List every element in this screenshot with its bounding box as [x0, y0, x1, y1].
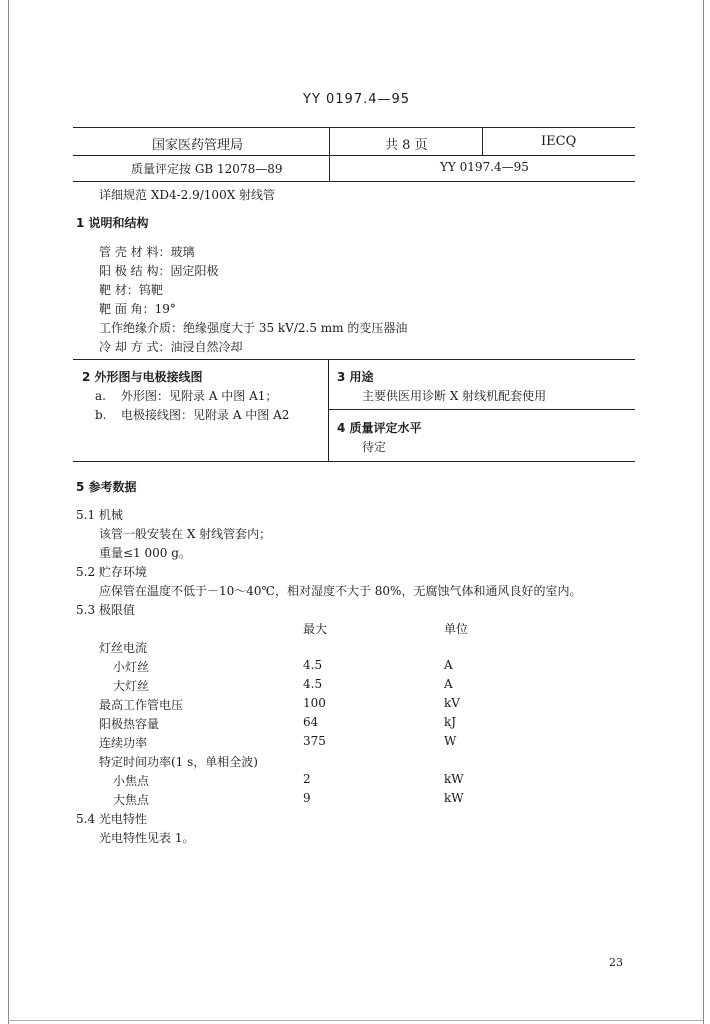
section53-title: 5.3 极限值	[76, 603, 135, 617]
row-max: 375	[303, 734, 326, 748]
table-row: 小灯丝	[113, 660, 150, 674]
quality-assessment-cell: 质量评定按 GB 12078—89	[131, 162, 283, 176]
row-unit: kW	[444, 772, 464, 786]
table-row: 阳极热容量	[99, 717, 160, 731]
scheme-cell: IECQ	[541, 134, 577, 149]
section51-line: 该管一般安装在 X 射线管套内；	[99, 527, 272, 541]
section2-item-a: a. 外形图：见附录 A 中图 A1；	[95, 389, 278, 403]
column-header-max: 最大	[303, 622, 328, 636]
section2-title: 2 外形图与电极接线图	[82, 370, 203, 384]
section1-title: 1 说明和结构	[76, 216, 149, 230]
row-unit: kV	[444, 696, 460, 710]
table-row: 最高工作管电压	[99, 698, 184, 712]
row-max: 4.5	[303, 658, 323, 672]
section54-text: 光电特性见表 1。	[99, 831, 195, 845]
column-header-unit: 单位	[444, 622, 469, 636]
page-number: 23	[609, 956, 623, 969]
table-row: 特定时间功率(1 s，单相全波)	[99, 755, 258, 769]
table-row: 小焦点	[113, 774, 150, 788]
table-row: 大灯丝	[113, 679, 150, 693]
table-row: 灯丝电流	[99, 641, 148, 655]
row-unit: A	[444, 658, 453, 672]
standard-cell: YY 0197.4—95	[440, 160, 529, 174]
section54-title: 5.4 光电特性	[76, 812, 147, 826]
section3-text: 主要供医用诊断 X 射线机配套使用	[362, 389, 547, 403]
list-item: 管 壳 材 料：玻璃	[99, 245, 195, 259]
row-max: 4.5	[303, 677, 323, 691]
section52-title: 5.2 贮存环境	[76, 565, 147, 579]
pages-cell: 共 8 页	[385, 138, 428, 153]
row-unit: kW	[444, 791, 464, 805]
section3-title: 3 用途	[337, 370, 374, 384]
section4-text: 待定	[362, 440, 387, 454]
authority-cell: 国家医药管理局	[152, 138, 244, 153]
list-item: 冷 却 方 式：油浸自然冷却	[99, 340, 243, 354]
scan-right-border	[703, 0, 704, 1024]
section52-text: 应保管在温度不低于－10～40℃，相对湿度不大于 80%，无腐蚀气体和通风良好的室内。	[99, 584, 582, 598]
list-item: 阳 极 结 构：固定阳极	[99, 264, 219, 278]
list-item: 工作绝缘介质：绝缘强度大于 35 kV/2.5 mm 的变压器油	[99, 321, 408, 335]
row-max: 100	[303, 696, 326, 710]
section51-title: 5.1 机械	[76, 508, 123, 522]
list-item: 靶 材：钨靶	[99, 283, 163, 297]
spec-title: 详细规范 XD4-2.9/100X 射线管	[99, 188, 276, 202]
table-row: 大焦点	[113, 793, 150, 807]
row-unit: W	[444, 734, 457, 748]
section4-title: 4 质量评定水平	[337, 421, 422, 435]
doc-number-header: YY 0197.4—95	[303, 92, 411, 107]
section5-title: 5 参考数据	[76, 480, 137, 494]
list-item: 靶 面 角：19°	[99, 302, 176, 316]
table-row: 连续功率	[99, 736, 148, 750]
row-max: 64	[303, 715, 319, 729]
row-unit: A	[444, 677, 453, 691]
section51-line: 重量≤1 000 g。	[99, 546, 191, 560]
section2-item-b: b. 电极接线图：见附录 A 中图 A2	[95, 408, 290, 422]
scan-bottom-border	[8, 1020, 703, 1021]
row-max: 9	[303, 791, 311, 805]
row-max: 2	[303, 772, 311, 786]
scan-left-border	[8, 0, 9, 1024]
row-unit: kJ	[444, 715, 457, 729]
